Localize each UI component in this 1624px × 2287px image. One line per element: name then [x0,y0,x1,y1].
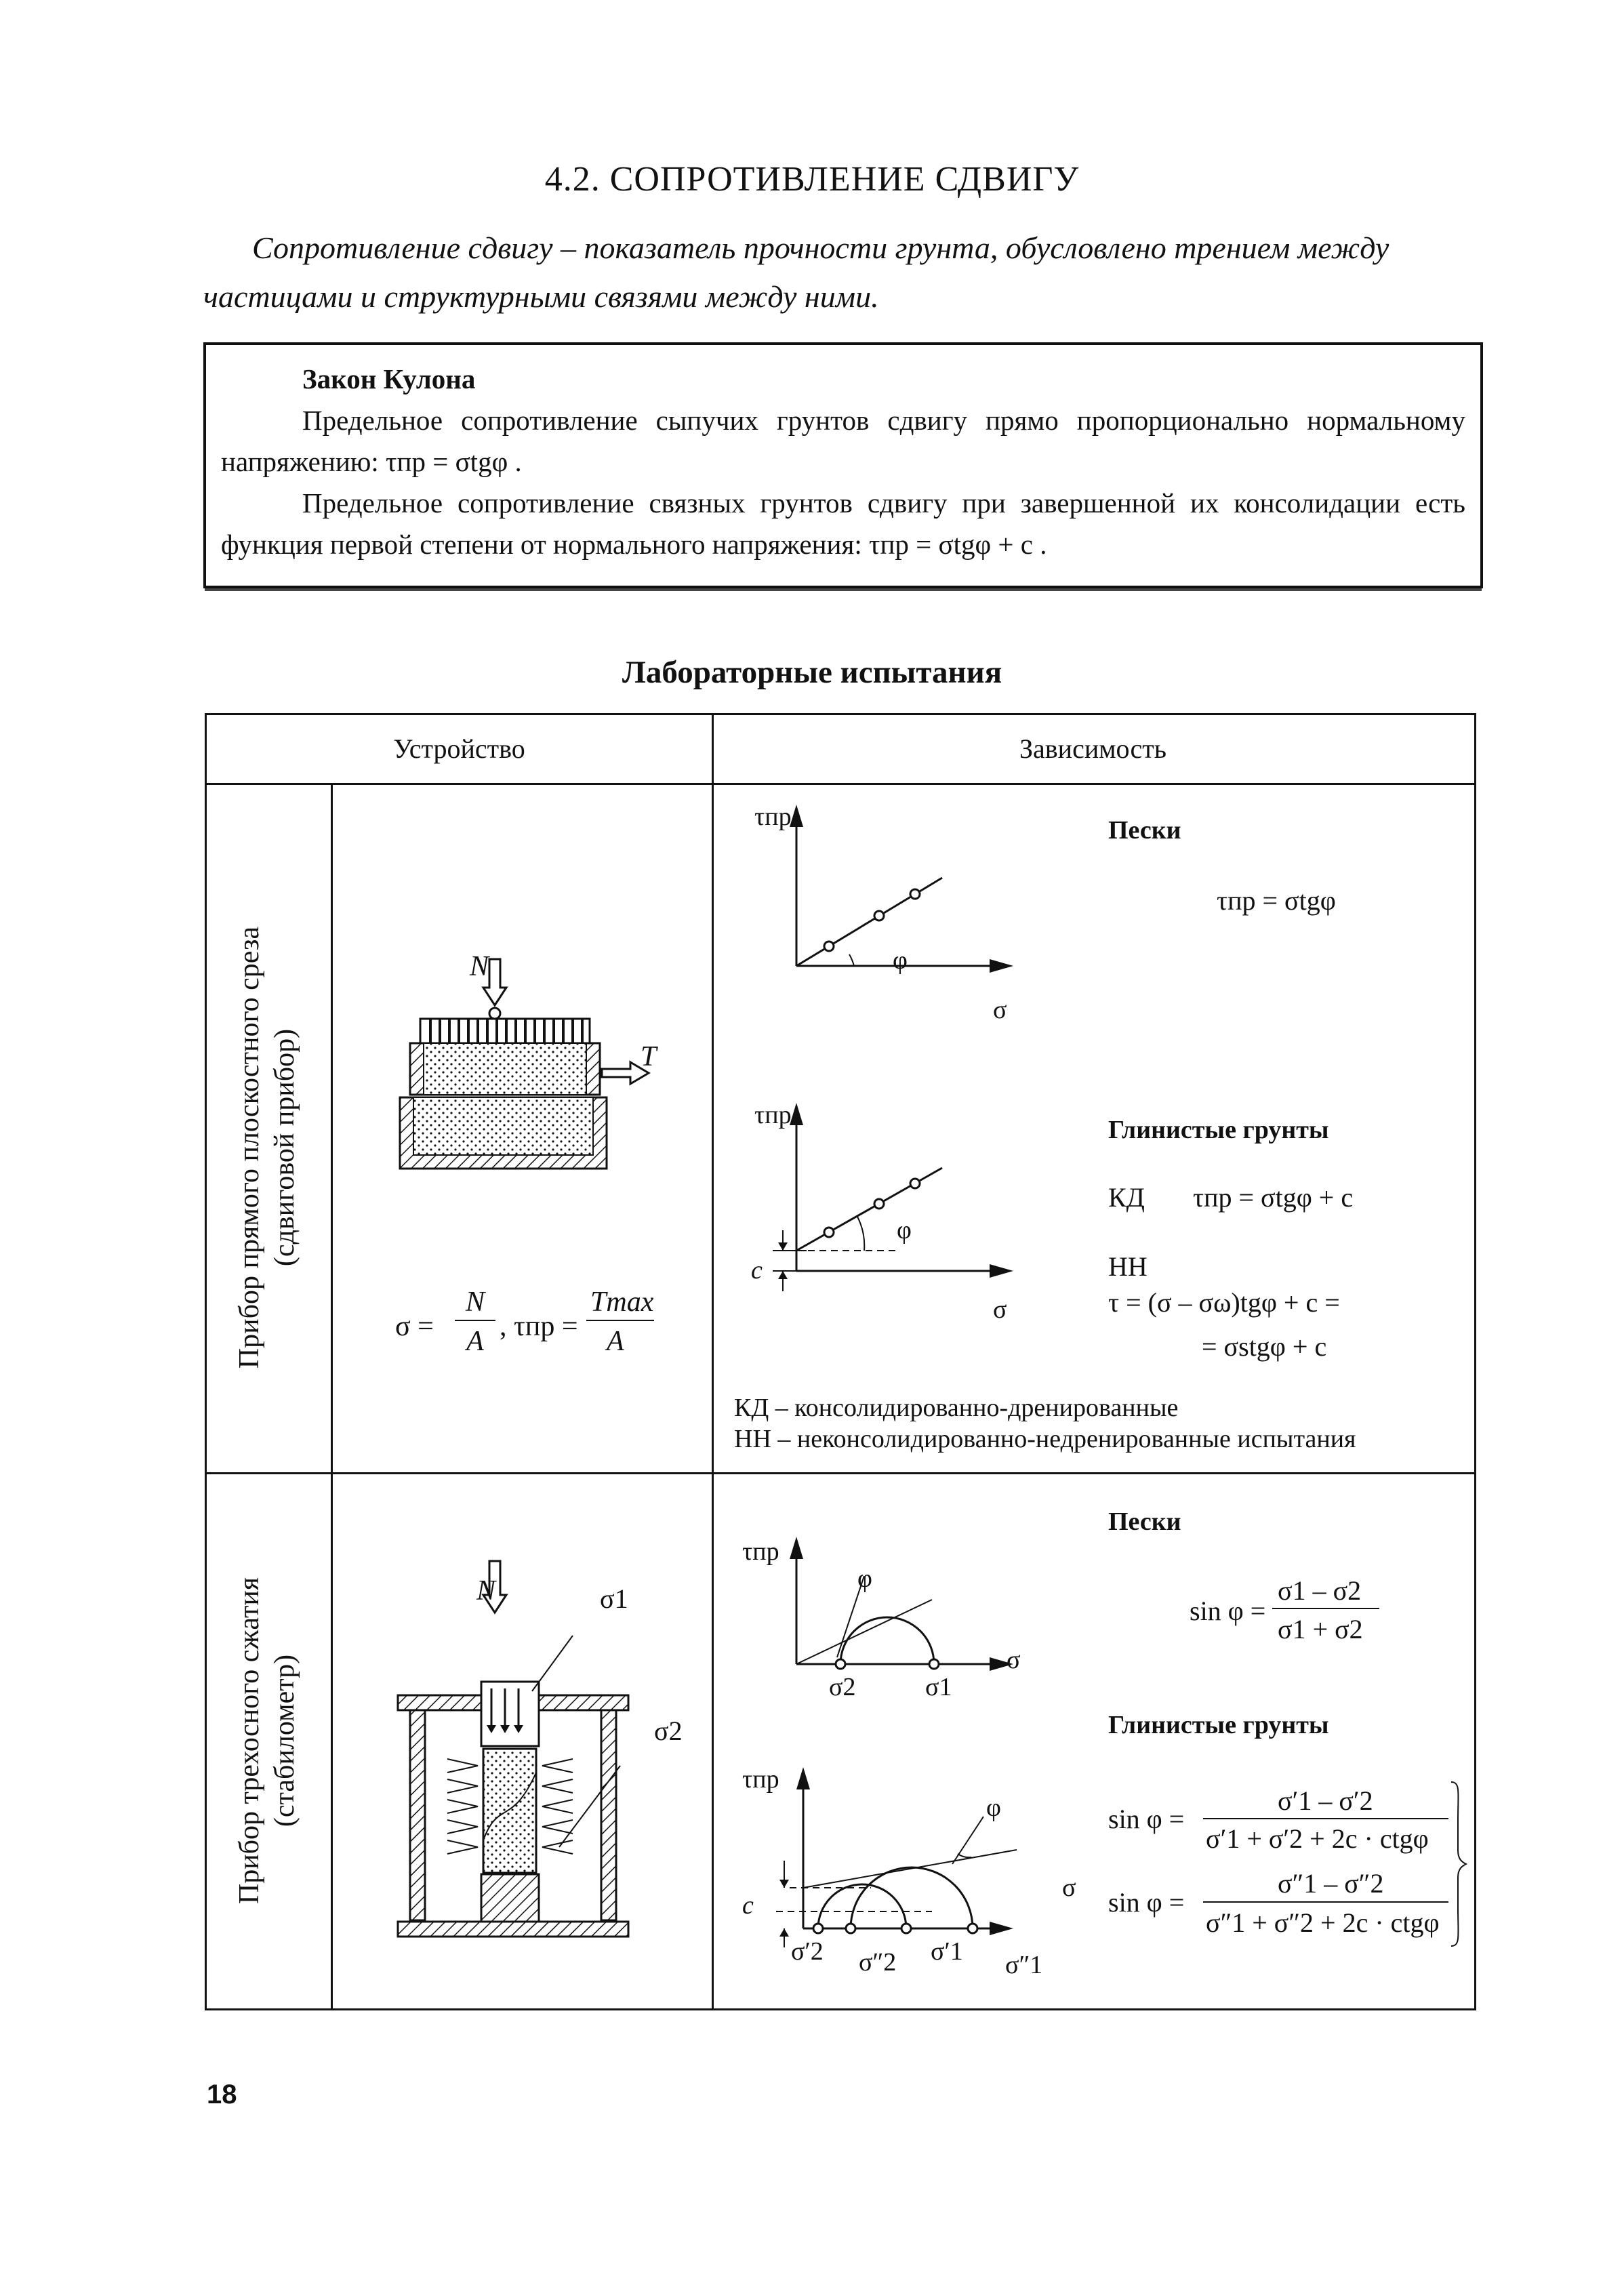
clay-title: Глинистые грунты [1108,1711,1329,1739]
clay-f2-den: σ″1 + σ″2 + 2c · ctgφ [1206,1907,1440,1938]
formula-tau-lhs: , τпр = [500,1311,578,1342]
right-brace-icon [1448,1779,1469,1949]
note-kd: КД – консолидированно-дренированные [734,1394,1179,1422]
coulomb-law-box [203,342,1483,588]
kd-label: КД [1108,1182,1145,1213]
formula-sigma-lhs: σ = [395,1311,434,1342]
lab-tests-title: Лабораторные испытания [622,655,1002,690]
sigma1-tick: σ1 [925,1673,952,1701]
clay-f1-den: σ′1 + σ′2 + 2c · ctgφ [1206,1823,1429,1854]
axis-sigma-label: σ [993,1295,1007,1324]
sigma1-double-prime-tick: σ″1 [1005,1951,1043,1979]
coulomb-heading: Закон Кулона [302,363,476,394]
header-dependence: Зависимость [1019,733,1167,764]
frac2-bar [586,1320,654,1321]
angle-phi-label: φ [986,1794,1001,1822]
note-nn: НН – неконсолидированно-недренированные испытания [734,1425,1356,1453]
cohesion-label: c [751,1256,763,1284]
coulomb-paragraph-1: Предельное сопротивление сыпучих грунтов сдвигу прямо пропорционально нормальному напряжению: τпр = σtgφ . [221,405,1465,477]
frac1-den: A [466,1326,484,1357]
label-n: N [470,951,489,982]
sigma2-prime-tick: σ′2 [791,1937,824,1966]
sigma2-tick: σ2 [829,1673,856,1701]
axis-tau-label: τпр [742,1537,779,1566]
sigma2-double-prime-tick: σ″2 [859,1948,897,1977]
clay-f2-lhs: sin φ = [1108,1887,1185,1918]
clay-title: Глинистые грунты [1108,1116,1329,1144]
axis-sigma-label: σ [1007,1646,1021,1674]
axis-sigma-label: σ [1062,1874,1076,1902]
page-number: 18 [207,2080,237,2109]
row1-device-name-line1: Прибор прямого плоскостного среза [234,926,265,1369]
lab-tests-table [205,713,1476,2010]
angle-phi-label: φ [897,1216,912,1244]
intro-paragraph: Сопротивление сдвигу – показатель прочности грунта, обусловлено трением между частицами и структурными связями между ними. [203,230,1389,314]
label-t: T [641,1041,657,1072]
clay-f1-lhs: sin φ = [1108,1804,1185,1834]
clay-f1-frac-bar [1203,1818,1448,1819]
stabilometer-diagram [397,1556,688,1942]
frac2-den: A [607,1326,624,1357]
clay-f2-num: σ″1 – σ″2 [1278,1868,1384,1899]
table-divider [712,715,714,2008]
nn-formula-1: τ = (σ – σω)tgφ + c = [1108,1287,1340,1318]
sands-title: Пески [1108,816,1181,845]
clay-f1-num: σ′1 – σ′2 [1278,1785,1373,1816]
table-divider [207,1472,1474,1474]
table-divider [207,783,1474,785]
coulomb-paragraph-2: Предельное сопротивление связных грунтов сдвигу при завершенной их консолидации есть функция первой степени от нормального напряжения: τпр = σtgφ + c . [221,487,1465,560]
label-sigma1: σ1 [600,1583,628,1614]
row1-device-name-line2: (сдвиговой прибор) [269,1028,300,1267]
clay-f2-frac-bar [1203,1901,1448,1903]
sands-formula: τпр = σtgφ [1217,885,1336,916]
frac2-num: Tmax [590,1287,654,1318]
page-title: 4.2. СОПРОТИВЛЕНИЕ СДВИГУ [544,160,1080,199]
table-divider [331,783,333,2008]
angle-phi-label: φ [893,946,908,975]
shear-box-diagram [397,952,681,1223]
clay-mohr-graph [735,1759,1040,1962]
label-sigma2: σ2 [654,1716,683,1746]
cohesion-label: c [742,1891,754,1920]
axis-tau-label: τпр [754,803,792,831]
nn-label: НН [1108,1251,1148,1282]
sands-formula-lhs: sin φ = [1190,1596,1266,1626]
kd-formula: τпр = σtgφ + c [1193,1182,1354,1213]
label-n: N [476,1575,496,1606]
frac1-bar [455,1320,495,1321]
row2-device-name-line2: (стабилометр) [269,1654,300,1827]
header-device: Устройство [393,733,525,764]
sands-mohr-graph [735,1529,1040,1705]
sigma1-prime-tick: σ′1 [931,1937,963,1966]
row2-device-name [232,1395,306,2086]
axis-tau-label: τпр [742,1765,779,1794]
angle-phi-label: φ [857,1564,872,1593]
row2-device-name-line1: Прибор трехосного сжатия [234,1577,265,1905]
sands-num: σ1 – σ2 [1278,1575,1362,1606]
row1-device-name [232,802,306,1493]
axis-sigma-label: σ [993,996,1007,1024]
axis-tau-label: τпр [754,1101,792,1129]
sands-title: Пески [1108,1507,1181,1536]
sands-den: σ1 + σ2 [1278,1614,1363,1644]
nn-formula-2: = σstgφ + c [1202,1331,1327,1362]
frac1-num: N [465,1287,485,1318]
sands-frac-bar [1272,1608,1379,1609]
